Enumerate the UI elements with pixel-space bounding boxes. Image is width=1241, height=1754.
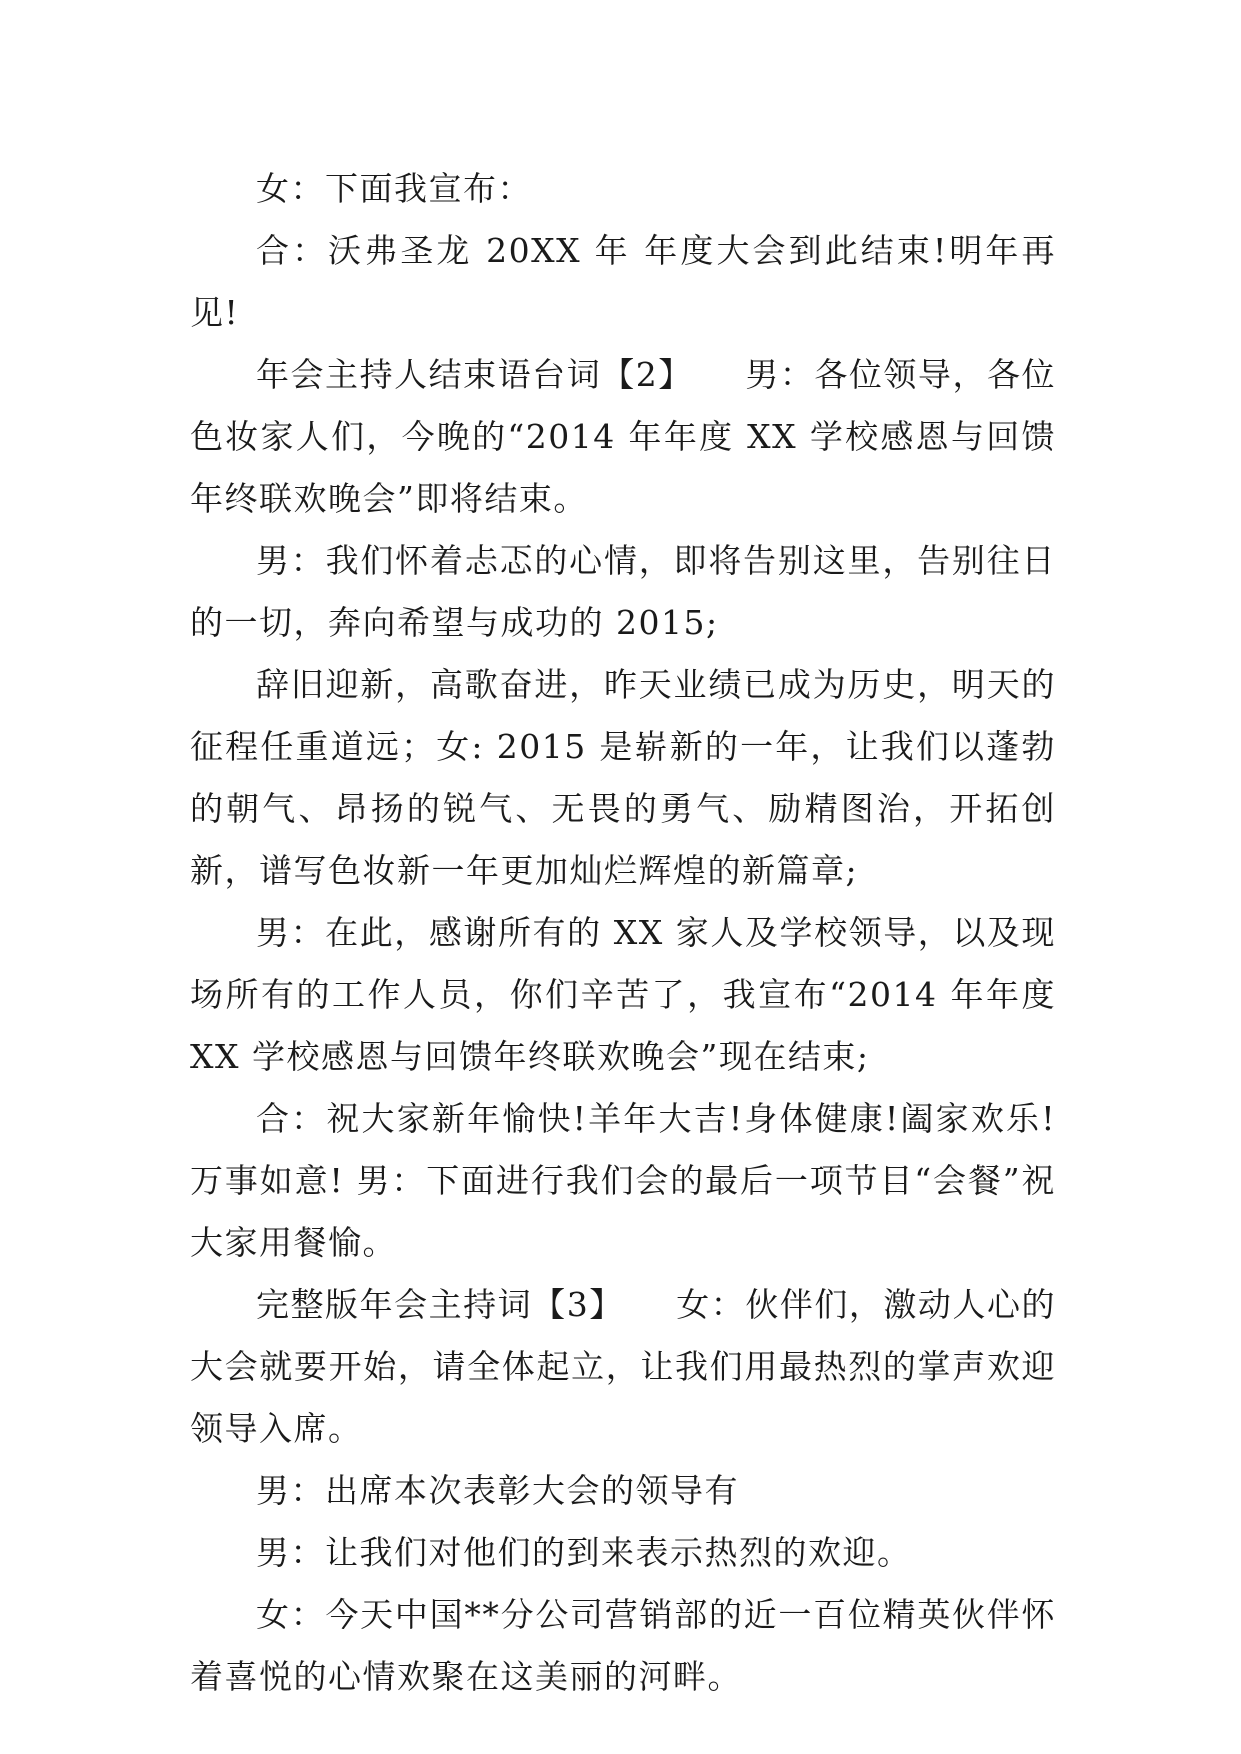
paragraph: 男：我们怀着忐忑的心情，即将告别这里，告别往日的一切，奔向希望与成功的 2015;	[190, 541, 1056, 642]
paragraph: 年会主持人结束语台词【2】 男：各位领导，各位色妆家人们，今晚的“2014 年年度 XX 学校感恩与回馈年终联欢晚会”即将结束。	[190, 355, 1056, 518]
paragraph: 男：在此，感谢所有的 XX 家人及学校领导，以及现场所有的工作人员，你们辛苦了，我宣布“2014 年年度 XX 学校感恩与回馈年终联欢晚会”现在结束;	[190, 913, 1056, 1076]
paragraph: 合：祝大家新年愉快!羊年大吉!身体健康!阖家欢乐!万事如意! 男：下面进行我们会的最后一项节目“会餐”祝大家用餐愉。	[190, 1099, 1056, 1262]
document-body	[190, 158, 1056, 1708]
paragraph: 辞旧迎新，高歌奋进，昨天业绩已成为历史，明天的征程任重道远；女: 2015 是崭新的一年，让我们以蓬勃的朝气、昂扬的锐气、无畏的勇气、励精图治，开拓创新，谱写色妆新一年更加灿烂辉煌的新篇章;	[190, 665, 1056, 890]
paragraph: 男：让我们对他们的到来表示热烈的欢迎。	[256, 1533, 912, 1572]
paragraph: 完整版年会主持词【3】 女：伙伴们，激动人心的大会就要开始，请全体起立，让我们用最热烈的掌声欢迎领导入席。	[190, 1285, 1056, 1448]
paragraph: 男：出席本次表彰大会的领导有	[256, 1471, 739, 1510]
paragraph: 合：沃弗圣龙 20XX 年 年度大会到此结束!明年再见!	[190, 231, 1056, 332]
paragraph: 女：今天中国**分公司营销部的近一百位精英伙伴怀着喜悦的心情欢聚在这美丽的河畔。	[190, 1595, 1056, 1696]
paragraph: 女：下面我宣布：	[256, 169, 532, 208]
